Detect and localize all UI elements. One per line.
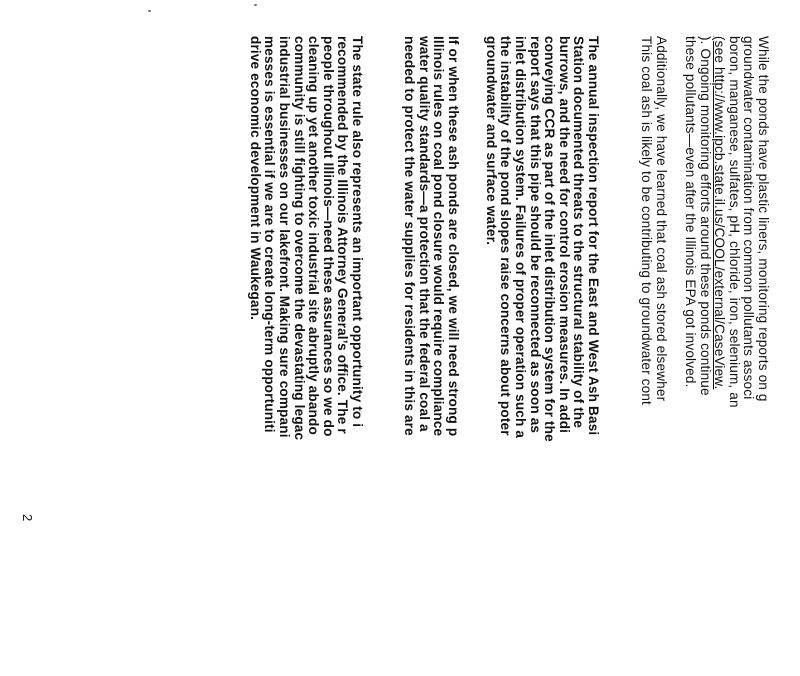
text-line: groundwater and surface water. — [483, 36, 499, 246]
text-line: Station documented threats to the structural stability of the — [571, 36, 587, 429]
text-line: The state rule also represents an important opportunity to i — [350, 36, 365, 428]
text-line: ). Ongoing monitoring efforts around these ponds continue — [697, 36, 713, 396]
text-line: recommended by the Illinois Attorney General’s office. The r — [335, 36, 351, 434]
text-line: industrial businesses on our lakefront. Making sure compani — [277, 36, 293, 438]
text-line: report says that this pipe should be reconnected as soon as — [527, 36, 543, 434]
text-line: people throughout Illinois—need these assurances so we do — [320, 36, 336, 437]
paragraph-pond-closure — [402, 36, 460, 676]
text-line: The annual inspection report for the East and West Ash Basi — [586, 36, 601, 436]
text-line: groundwater contamination from common pollutants associ — [741, 36, 757, 400]
text-line: water quality standards—a protection that the federal coal a — [416, 36, 432, 432]
text-line: conveying CCR as part of the inlet distribution system for the — [542, 36, 558, 442]
text-line: If or when these ash ponds are closed, we will need strong p — [446, 36, 461, 437]
text-line: the instability of the pond slopes raise concerns about poter — [498, 36, 514, 436]
text-line: inlet distribution system. Failures of proper operation such a — [513, 36, 529, 439]
text-line: cleaning up yet another toxic industrial site abruptly abando — [306, 36, 322, 435]
paragraph-state-rule-opportunity — [247, 36, 364, 676]
paragraph-annual-inspection — [483, 36, 600, 676]
paragraph-coal-ash-elsewhere — [639, 36, 668, 676]
text-line: Additionally, we have learned that coal ash stored elsewher — [654, 36, 669, 402]
text-line: these pollutants—even after the Illinois EPA got involved. — [683, 36, 699, 388]
case-view-link-line[interactable]: (see http://www.ipcb.state.il.us/COOL/external/CaseView. — [712, 36, 728, 390]
text-line: messes is essential if we are to create long-term opportuniti — [262, 36, 278, 433]
paragraph-groundwater-monitoring — [682, 36, 770, 676]
text-line: Illinois rules on coal pond closure would require compliance — [431, 36, 447, 437]
text-line: needed to protect the water supplies for residents in this are — [402, 36, 418, 436]
scan-speck — [148, 10, 151, 12]
scan-speck — [254, 4, 257, 6]
text-line: While the ponds have plastic liners, monitoring reports on g — [756, 36, 771, 402]
text-line: boron, manganese, sulfates, pH, chloride, iron, selenium, an — [726, 36, 742, 408]
text-line: This coal ash is likely to be contributing to groundwater cont — [639, 36, 655, 405]
page-number: 2 — [20, 514, 35, 522]
text-line: drive economic development in Waukegan. — [247, 36, 263, 321]
text-line: community is still fighting to overcome the devastating legac — [291, 36, 307, 441]
text-line: burrows, and the need for control erosion measures. In addi — [556, 36, 572, 434]
